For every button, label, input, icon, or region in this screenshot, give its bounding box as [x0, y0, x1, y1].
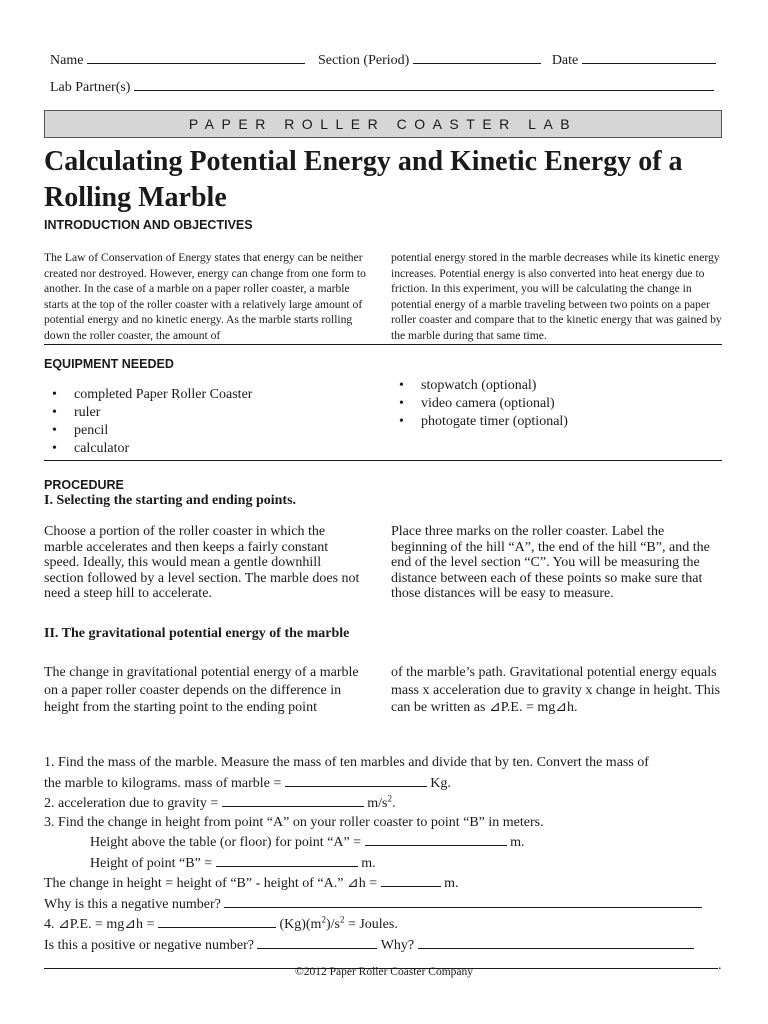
procedure-section2-col1: The change in gravitational potential energy of a marble on a paper roller coaster depends on the difference in height from the starting point to the ending point [44, 665, 359, 715]
procedure-section2-title: II. The gravitational potential energy of the marble [44, 626, 350, 641]
list-item: • photogate timer (optional) [399, 414, 568, 429]
list-item: • stopwatch (optional) [399, 378, 537, 393]
intro-heading: INTRODUCTION AND OBJECTIVES [44, 218, 253, 232]
delta-pe-field[interactable] [158, 914, 276, 928]
questions-block [44, 754, 734, 976]
lab-title-bar: PAPER ROLLER COASTER LAB [44, 110, 722, 138]
date-field[interactable] [582, 50, 716, 64]
q4b-line: Is this a positive or negative number? Why? [44, 935, 734, 956]
name-field[interactable] [87, 50, 305, 64]
q1-line2: the marble to kilograms. mass of marble = Kg. [44, 773, 734, 794]
gravity-field[interactable] [222, 793, 364, 807]
lab-partner-field[interactable] [134, 77, 714, 91]
lab-partner-row [50, 77, 714, 96]
list-item: • calculator [52, 441, 130, 456]
delta-h-field[interactable] [381, 873, 441, 887]
negative-why-field[interactable] [224, 894, 702, 908]
divider-equipment [44, 460, 722, 461]
procedure-section1-title: I. Selecting the starting and ending points. [44, 493, 297, 508]
procedure-section1-col2: Place three marks on the roller coaster. Label the beginning of the hill “A”, the end of the hill “B”, and the end of the level section “C”. You will be measuring the distance between each of these points so make sure that those distances will be easy to measure. [391, 524, 710, 601]
q3b-line: Height of point “B” = m. [44, 853, 734, 874]
date-label: Date [551, 53, 579, 68]
divider-intro [44, 344, 722, 345]
intro-col1: The Law of Conservation of Energy states that energy can be neither created nor destroyed. However, energy can change from one form to another. In the case of a marble on a paper roller coaster, a marble starts at the top of the roller coaster with a relatively large amount of potential energy and no kinetic energy. As the marble starts rolling down the roller coaster, the amount of [44, 251, 366, 342]
procedure-section2-col2: of the marble’s path. Gravitational potential energy equals mass x acceleration due to gravity x change in height. This can be written as ⊿P.E. = mg⊿h. [391, 665, 721, 715]
procedure-section1-col1: Choose a portion of the roller coaster in which the marble accelerates and then keeps a fairly constant speed. Ideally, this would mean a gentle downhill section followed by a level section. The marble does not need a steep hill to accelerate. [44, 524, 360, 601]
list-item: • video camera (optional) [399, 396, 555, 411]
q2-line: 2. acceleration due to gravity = $m/s^2$. [44, 793, 396, 811]
list-item: • ruler [52, 405, 101, 420]
q3d-line: Why is this a negative number? [44, 894, 734, 915]
q4c-line: . [44, 955, 734, 976]
section-field[interactable] [413, 50, 541, 64]
q4-line: 4. ⊿P.E. = mg⊿h = $(Kg)(m^2)/s^2$ = Joules. [44, 914, 398, 932]
page-title: Calculating Potential Energy and Kinetic Energy of a Rolling Marble [44, 146, 683, 213]
list-item: • completed Paper Roller Coaster [52, 387, 253, 402]
footer-copyright: ©2012 Paper Roller Coaster Company [294, 966, 473, 978]
intro-col2: potential energy stored in the marble decreases while its kinetic energy increases. Potential energy is also converted into heat energy due to friction. In this experiment, you will be calculating the change in potential energy of a marble traveling between two points on a paper roller coaster and compare that to the kinetic energy that was gained by the marble during that same time. [391, 251, 722, 342]
q1-line1: 1. Find the mass of the marble. Measure the mass of ten marbles and divide that by ten. Convert the mass of [44, 755, 649, 770]
q3a-line: Height above the table (or floor) for point “A” = m. [44, 832, 734, 853]
name-label: Name [50, 53, 84, 68]
q3-line: 3. Find the change in height from point “A” on your roller coaster to point “B” in meters. [44, 814, 544, 830]
q3c-line: The change in height = height of “B” - height of “A.” ⊿h = m. [44, 873, 734, 894]
list-item: • pencil [52, 423, 109, 438]
equipment-list-2 [391, 377, 721, 431]
equipment-heading: EQUIPMENT NEEDED [44, 357, 174, 371]
sign-field[interactable] [257, 935, 377, 949]
height-b-field[interactable] [216, 853, 358, 867]
mass-field[interactable] [285, 773, 427, 787]
sign-why-field[interactable] [418, 935, 694, 949]
section-label: Section (Period) [317, 53, 410, 68]
height-a-field[interactable] [365, 832, 507, 846]
equipment-list-1 [44, 386, 374, 458]
lab-partner-label: Lab Partner(s) [50, 80, 131, 95]
name-row [50, 50, 716, 69]
procedure-heading: PROCEDURE [44, 478, 124, 492]
